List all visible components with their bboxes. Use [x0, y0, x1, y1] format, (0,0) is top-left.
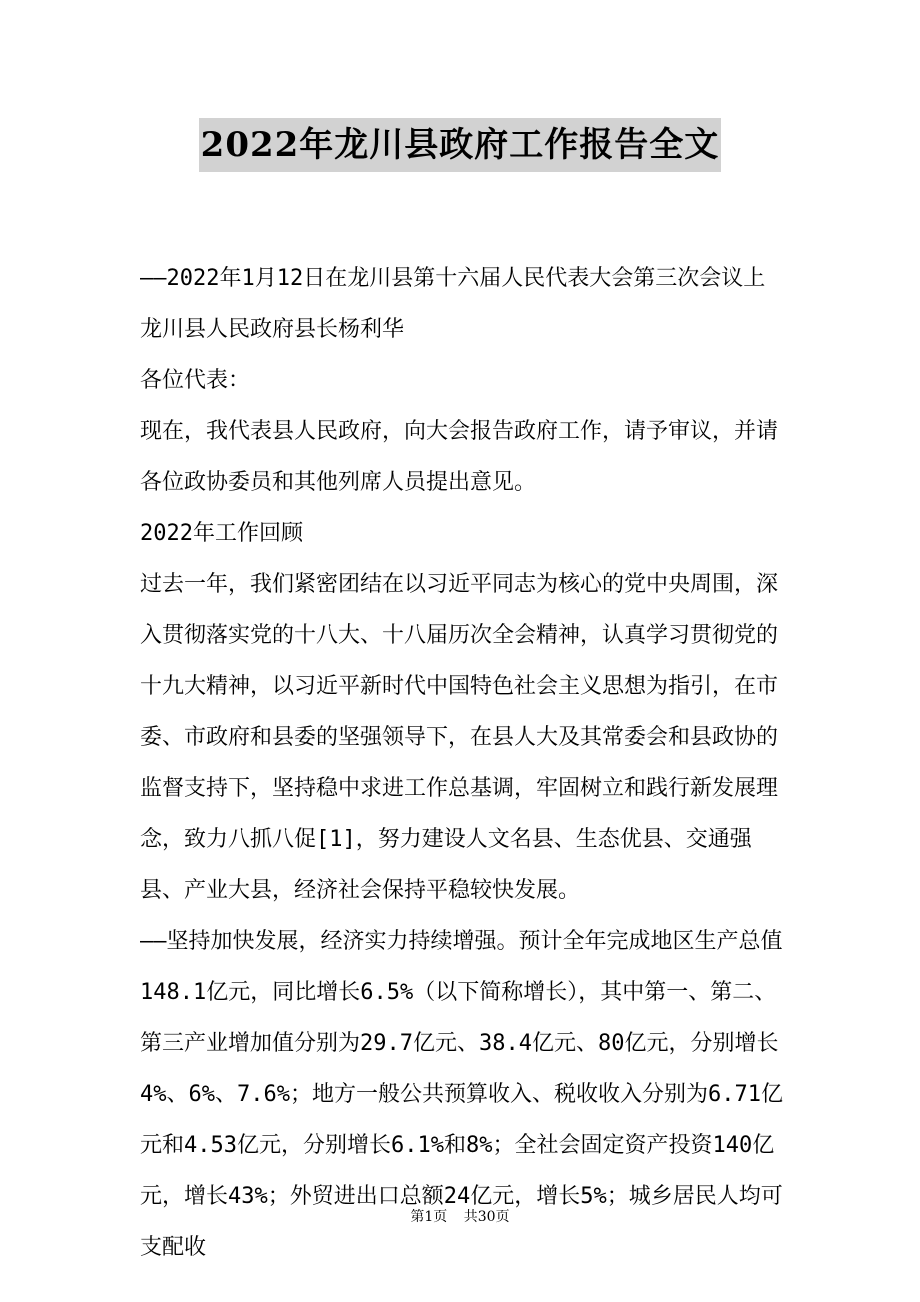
paragraph-intro: 现在，我代表县人民政府，向大会报告政府工作，请予审议，并请各位政协委员和其他列席人员提出意见。 — [140, 419, 779, 495]
section-heading-review: 2022年工作回顾 — [140, 521, 303, 546]
document-body — [140, 253, 790, 1273]
paragraph-past-year: 过去一年，我们紧密团结在以习近平同志为核心的党中央周围，深入贯彻落实党的十八大、十八届历次全会精神，认真学习贯彻党的十九大精神，以习近平新时代中国特色社会主义思想为指引，在市委、市政府和县委的坚强领导下，在县人大及其常委会和县政协的监督支持下，坚持稳中求进工作总基调，牢固树立和践行新发展理念，致力八抓八促[1]，努力建设人文名县、生态优县、交通强县、产业大县，经济社会保持平稳较快发展。 — [140, 572, 779, 903]
paragraph-salutation: 各位代表： — [140, 368, 251, 393]
page-footer — [0, 1207, 920, 1227]
paragraph-economy: ——坚持加快发展，经济实力持续增强。预计全年完成地区生产总值148.1亿元，同比增长6.5%（以下简称增长），其中第一、第二、第三产业增加值分别为29.7亿元、38.4亿元、80亿元，分别增长4%、6%、7.6%；地方一般公共预算收入、税收收入分别为6.71亿元和4.53亿元，分别增长6.1%和8%；全社会固定资产投资140亿元，增长43%；外贸进出口总额24亿元，增长5%；城乡居民人均可支配收 — [140, 929, 783, 1260]
paragraph-speaker: 龙川县人民政府县长杨利华 — [140, 317, 405, 342]
title-area — [0, 118, 920, 172]
paragraph-session-line: ——2022年1月12日在龙川县第十六届人民代表大会第三次会议上 — [140, 266, 766, 291]
page-total: 共30页 — [463, 1209, 510, 1225]
page-number: 第1页 — [410, 1209, 448, 1225]
document-title: 2022年龙川县政府工作报告全文 — [199, 118, 722, 172]
